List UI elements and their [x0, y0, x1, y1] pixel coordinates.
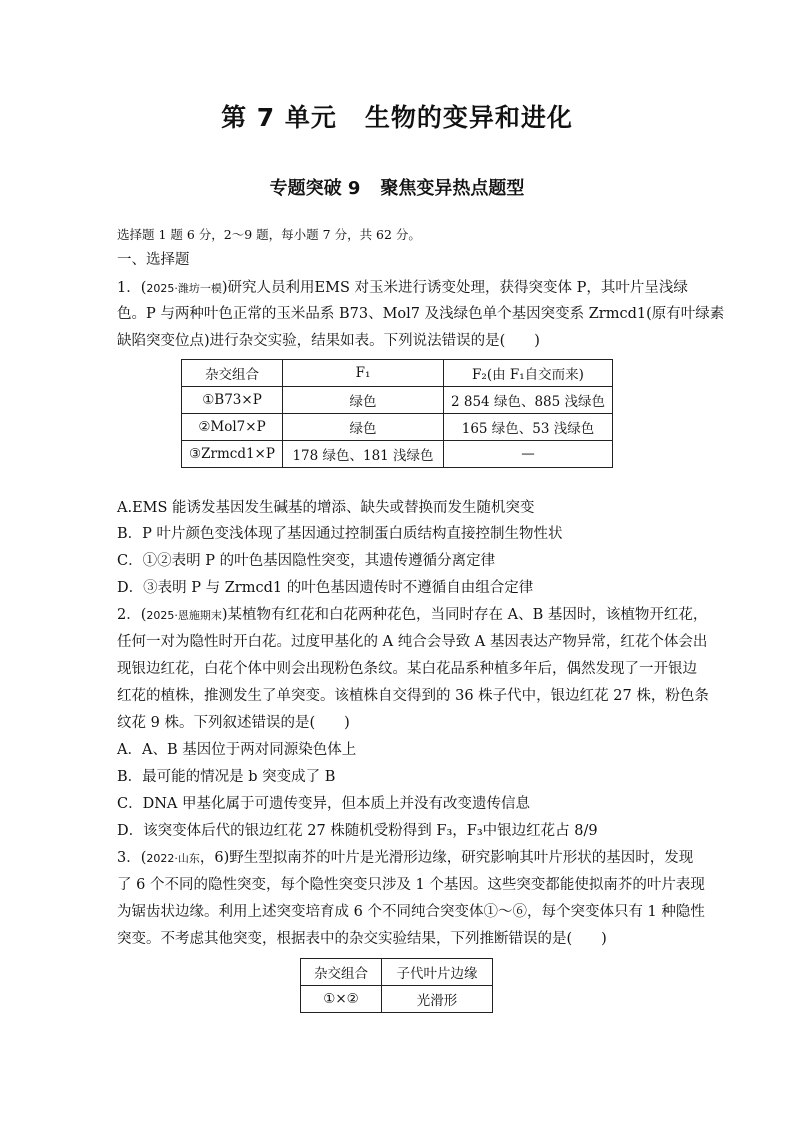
- q2-option-b: B．最可能的情况是 b 突变成了 B: [117, 769, 336, 785]
- table-header-row: [182, 360, 613, 387]
- table-cell: 绿色: [283, 387, 444, 414]
- table-cell: —: [444, 441, 613, 468]
- table-header: F₁: [283, 360, 444, 387]
- q2-line-5: 纹花 9 株。下列叙述错误的是( ): [117, 715, 350, 731]
- table-cell: ②Mol7×P: [182, 414, 283, 441]
- q1-option-a: A.EMS 能诱发基因发生碱基的增添、缺失或替换而发生随机突变: [117, 500, 535, 516]
- unit-title: [0, 98, 794, 134]
- table-cell: 光滑形: [382, 986, 493, 1013]
- table-header: 杂交组合: [301, 959, 382, 986]
- q3-line-2: 了 6 个不同的隐性突变，每个隐性突变只涉及 1 个基因。这些突变都能使拟南芥的叶片表现: [117, 877, 705, 893]
- q1-line-3: 缺陷突变位点)进行杂交实验，结果如表。下列说法错误的是( ): [117, 333, 540, 349]
- q1-option-b: B．P 叶片颜色变浅体现了基因通过控制蛋白质结构直接控制生物性状: [117, 526, 563, 542]
- table-cell: 178 绿色、181 浅绿色: [283, 441, 444, 468]
- table-row: [182, 441, 613, 468]
- q2-line-4: 红花的植株，推测发生了单突变。该植株自交得到的 36 株子代中，银边红花 27 株，粉色条: [117, 688, 709, 704]
- table-row: [301, 986, 493, 1013]
- q2-option-d: D．该突变体后代的银边红花 27 株随机受粉得到 F₃，F₃中银边红花占 8/9: [117, 823, 598, 839]
- score-note: 选择题 1 题 6 分，2～9 题，每小题 7 分，共 62 分。: [117, 227, 421, 242]
- q3-table: [300, 958, 493, 1013]
- topic-title: [0, 174, 794, 200]
- table-cell: ③Zrmcd1×P: [182, 441, 283, 468]
- table-cell: 绿色: [283, 414, 444, 441]
- table-cell: 165 绿色、53 浅绿色: [444, 414, 613, 441]
- table-header: 杂交组合: [182, 360, 283, 387]
- q3-line-4: 突变。不考虑其他突变，根据表中的杂交实验结果，下列推断错误的是( ): [117, 931, 607, 947]
- table-header: F₂(由 F₁自交而来): [444, 360, 613, 387]
- q1-option-c: C．①②表明 P 的叶色基因隐性突变，其遗传遵循分离定律: [117, 553, 496, 569]
- q3-line-3: 为锯齿状边缘。利用上述突变培育成 6 个不同纯合突变体①～⑥，每个突变体只有 1 种隐性: [117, 904, 705, 920]
- q1-option-d: D．③表明 P 与 Zrmcd1 的叶色基因遗传时不遵循自由组合定律: [117, 580, 534, 596]
- topic-name: 聚焦变异热点题型: [380, 178, 525, 199]
- table-cell: ①×②: [301, 986, 382, 1013]
- q2-option-a: A．A、B 基因位于两对同源染色体上: [117, 742, 357, 758]
- table-row: [182, 414, 613, 441]
- q2-line-3: 现银边红花，白花个体中则会出现粉色条纹。某白花品系种植多年后，偶然发现了一开银边: [117, 661, 697, 677]
- topic-number: 专题突破 9: [269, 178, 361, 199]
- table-row: [182, 387, 613, 414]
- table-cell: 2 854 绿色、885 浅绿色: [444, 387, 613, 414]
- q2-option-c: C．DNA 甲基化属于可遗传变异，但本质上并没有改变遗传信息: [117, 796, 530, 812]
- q1-line-2: 色。P 与两种叶色正常的玉米品系 B73、Mol7 及浅绿色单个基因突变系 Zrmcd1(原有叶绿素: [117, 306, 725, 322]
- table-header: 子代叶片边缘: [382, 959, 493, 986]
- q1-line-1: 1．(2025·潍坊一模)研究人员利用EMS 对玉米进行诱变处理，获得突变体 P，其叶片呈浅绿: [117, 280, 688, 296]
- unit-name: 生物的变异和进化: [364, 103, 573, 132]
- q2-source: 2025·恩施期末: [146, 609, 222, 622]
- q3-source: 2022·山东: [146, 852, 200, 865]
- q2-line-2: 任何一对为隐性时开白花。过度甲基化的 A 纯合会导致 A 基因表达产物异常，红花个体会出: [117, 634, 708, 650]
- table-cell: ①B73×P: [182, 387, 283, 414]
- unit-number: 第 7 单元: [221, 103, 337, 132]
- q2-line-1: 2．(2025·恩施期末)某植物有红花和白花两种花色，当同时存在 A、B 基因时，该植物开红花，: [117, 607, 708, 623]
- table-header-row: [301, 959, 493, 986]
- q3-line-1: 3．(2022·山东，6)野生型拟南芥的叶片是光滑形边缘，研究影响其叶片形状的基因时，发现: [117, 850, 694, 866]
- section-heading: 一、选择题: [117, 252, 190, 268]
- q1-source: 2025·潍坊一模: [146, 282, 222, 295]
- q1-table: [181, 359, 613, 468]
